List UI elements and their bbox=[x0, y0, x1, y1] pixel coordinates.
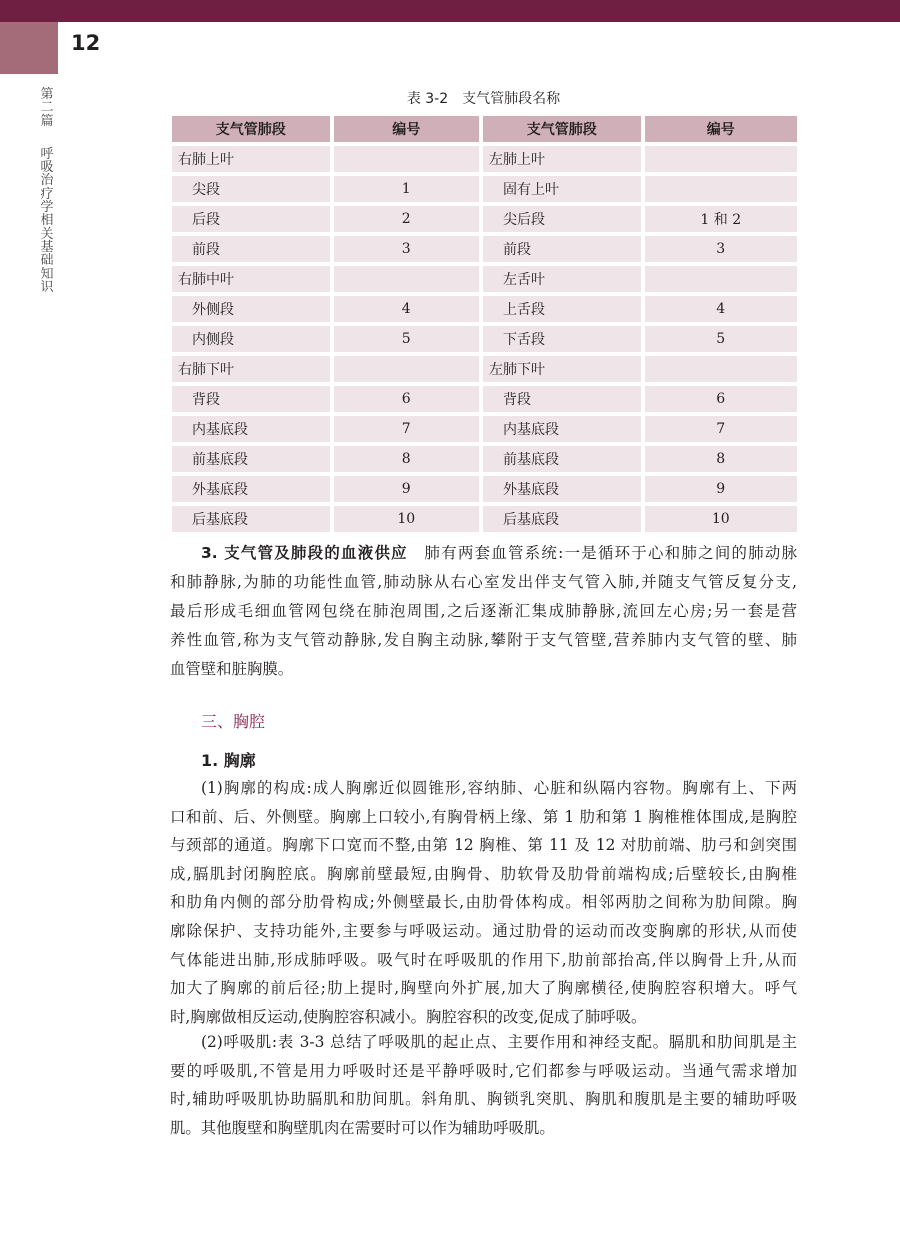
segment-name-cell: 右肺下叶 bbox=[172, 356, 330, 382]
table-row bbox=[172, 506, 797, 532]
segment-name-cell: 外基底段 bbox=[483, 476, 641, 502]
text-line: 和肋角内侧的部分肋骨构成;外侧壁最长,由肋骨体构成。相邻两肋之间称为肋间隙。胸 bbox=[170, 893, 797, 912]
segment-name-cell: 左舌叶 bbox=[483, 266, 641, 292]
side-running-title: 第 二 篇 呼 吸 治 疗 学 相 关 基 础 知 识 bbox=[40, 87, 54, 295]
segment-number-cell: 9 bbox=[334, 476, 480, 502]
segment-number-cell bbox=[645, 146, 798, 172]
segment-name-cell: 内侧段 bbox=[172, 326, 330, 352]
segment-name-cell: 背段 bbox=[172, 386, 330, 412]
text-line: 时,辅助呼吸肌协助膈肌和肋间肌。斜角肌、胸锁乳突肌、胸肌和腹肌是主要的辅助呼吸 bbox=[170, 1090, 797, 1109]
segment-number-cell: 6 bbox=[645, 386, 798, 412]
segment-name-cell: 前基底段 bbox=[172, 446, 330, 472]
segment-number-cell: 9 bbox=[645, 476, 798, 502]
paragraph-lead: 3. 支气管及肺段的血液供应 bbox=[201, 544, 408, 562]
table-row bbox=[172, 446, 797, 472]
text-line: (1)胸廓的构成:成人胸廓近似圆锥形,容纳肺、心脏和纵隔内容物。胸廓有上、下两 bbox=[201, 779, 797, 797]
table-row bbox=[172, 296, 797, 322]
segment-name-cell: 尖段 bbox=[172, 176, 330, 202]
paragraph-thorax-structure bbox=[170, 774, 797, 1031]
column-header: 支气管肺段 bbox=[172, 116, 330, 142]
text-line: 与颈部的通道。胸廓下口宽而不整,由第 12 胸椎、第 11 及 12 对肋前端、肋弓和剑突围 bbox=[170, 836, 797, 855]
text-line: 养性血管,称为支气管动静脉,发自胸主动脉,攀附于支气管壁,营养肺内支气管的壁、肺 bbox=[170, 631, 797, 649]
text-line: 口和前、后、外侧壁。胸廓上口较小,有胸骨柄上缘、第 1 肋和第 1 胸椎椎体围成,是胸腔 bbox=[170, 807, 797, 826]
table-row bbox=[172, 386, 797, 412]
segment-name-cell: 后段 bbox=[172, 206, 330, 232]
segment-name-cell: 前段 bbox=[172, 236, 330, 262]
segment-name-cell: 外基底段 bbox=[172, 476, 330, 502]
segment-number-cell: 7 bbox=[334, 416, 480, 442]
column-header: 支气管肺段 bbox=[483, 116, 641, 142]
text-span: 肺有两套血管系统:一是循环于心和肺之间的肺动脉 bbox=[407, 544, 798, 562]
segment-number-cell: 4 bbox=[334, 296, 480, 322]
table-title: 表 3-2 支气管肺段名称 bbox=[406, 91, 561, 107]
segment-name-cell: 尖后段 bbox=[483, 206, 641, 232]
text-line: 和肺静脉,为肺的功能性血管,肺动脉从右心室发出伴支气管入肺,并随支气管反复分支, bbox=[170, 573, 797, 591]
segment-name-cell: 左肺上叶 bbox=[483, 146, 641, 172]
segment-name-cell: 右肺上叶 bbox=[172, 146, 330, 172]
subheading: 1. 胸廓 bbox=[201, 751, 256, 770]
segment-number-cell: 7 bbox=[645, 416, 798, 442]
segment-number-cell bbox=[334, 266, 480, 292]
segment-name-cell: 前基底段 bbox=[483, 446, 641, 472]
segment-number-cell bbox=[334, 146, 480, 172]
segment-name-cell: 内基底段 bbox=[483, 416, 641, 442]
table-row bbox=[172, 356, 797, 382]
text-line: 血管壁和脏胸膜。 bbox=[170, 660, 294, 678]
segment-name-cell: 下舌段 bbox=[483, 326, 641, 352]
segment-name-cell: 上舌段 bbox=[483, 296, 641, 322]
table-row bbox=[172, 266, 797, 292]
header-corner-block bbox=[0, 22, 58, 74]
segment-number-cell: 2 bbox=[334, 206, 480, 232]
segment-number-cell: 8 bbox=[645, 446, 798, 472]
segment-name-cell: 后基底段 bbox=[483, 506, 641, 532]
bronchopulmonary-segment-table bbox=[168, 112, 801, 536]
column-header: 编号 bbox=[645, 116, 798, 142]
paragraph-respiratory-muscles bbox=[170, 1028, 797, 1142]
segment-number-cell: 10 bbox=[334, 506, 480, 532]
text-line: 最后形成毛细血管网包绕在肺泡周围,之后逐渐汇集成肺静脉,流回左心房;另一套是营 bbox=[170, 602, 797, 620]
segment-name-cell: 前段 bbox=[483, 236, 641, 262]
text-line: 廓除保护、支持功能外,主要参与呼吸运动。通过肋骨的运动而改变胸廓的形状,从而使 bbox=[170, 921, 797, 940]
text-line: 时,胸廓做相反运动,使胸腔容积减小。胸腔容积的改变,促成了肺呼吸。 bbox=[170, 1007, 647, 1026]
page-number: 12 bbox=[71, 31, 101, 55]
segment-number-cell bbox=[334, 356, 480, 382]
text-line bbox=[170, 539, 797, 568]
column-header: 编号 bbox=[334, 116, 480, 142]
segment-number-cell: 6 bbox=[334, 386, 480, 412]
segment-number-cell bbox=[645, 266, 798, 292]
text-line: (2)呼吸肌:表 3-3 总结了呼吸肌的起止点、主要作用和神经支配。膈肌和肋间肌是主 bbox=[201, 1033, 797, 1051]
section-heading: 三、胸腔 bbox=[201, 712, 266, 731]
segment-number-cell bbox=[645, 356, 798, 382]
text-line: 气体能进出肺,形成肺呼吸。吸气时在呼吸肌的作用下,肋前部抬高,伴以胸骨上升,从而 bbox=[170, 950, 797, 969]
segment-number-cell bbox=[645, 176, 798, 202]
table-row bbox=[172, 416, 797, 442]
table-row bbox=[172, 476, 797, 502]
text-line: 肌。其他腹壁和胸壁肌肉在需要时可以作为辅助呼吸肌。 bbox=[170, 1118, 555, 1137]
text-line: 加大了胸廓的前后径;肋上提时,胸壁向外扩展,加大了胸廓横径,使胸腔容积增大。呼气 bbox=[170, 979, 797, 998]
table-row bbox=[172, 206, 797, 232]
segment-number-cell: 4 bbox=[645, 296, 798, 322]
paragraph-blood-supply bbox=[170, 539, 797, 684]
segment-number-cell: 5 bbox=[645, 326, 798, 352]
segment-number-cell: 1 和 2 bbox=[645, 206, 798, 232]
segment-name-cell: 外侧段 bbox=[172, 296, 330, 322]
segment-name-cell: 后基底段 bbox=[172, 506, 330, 532]
segment-number-cell: 3 bbox=[334, 236, 480, 262]
segment-name-cell: 内基底段 bbox=[172, 416, 330, 442]
segment-number-cell: 1 bbox=[334, 176, 480, 202]
segment-number-cell: 3 bbox=[645, 236, 798, 262]
table-row bbox=[172, 326, 797, 352]
table-row bbox=[172, 236, 797, 262]
segment-number-cell: 10 bbox=[645, 506, 798, 532]
text-line: 成,膈肌封闭胸腔底。胸廓前壁最短,由胸骨、肋软骨及肋骨前端构成;后壁较长,由胸椎 bbox=[170, 864, 797, 883]
header-bar bbox=[0, 0, 900, 22]
text-line: 要的呼吸肌,不管是用力呼吸时还是平静呼吸时,它们都参与呼吸运动。当通气需求增加 bbox=[170, 1061, 797, 1080]
segment-name-cell: 左肺下叶 bbox=[483, 356, 641, 382]
segment-name-cell: 背段 bbox=[483, 386, 641, 412]
segment-number-cell: 5 bbox=[334, 326, 480, 352]
segment-name-cell: 固有上叶 bbox=[483, 176, 641, 202]
segment-number-cell: 8 bbox=[334, 446, 480, 472]
table-row bbox=[172, 146, 797, 172]
segment-name-cell: 右肺中叶 bbox=[172, 266, 330, 292]
table-row bbox=[172, 176, 797, 202]
